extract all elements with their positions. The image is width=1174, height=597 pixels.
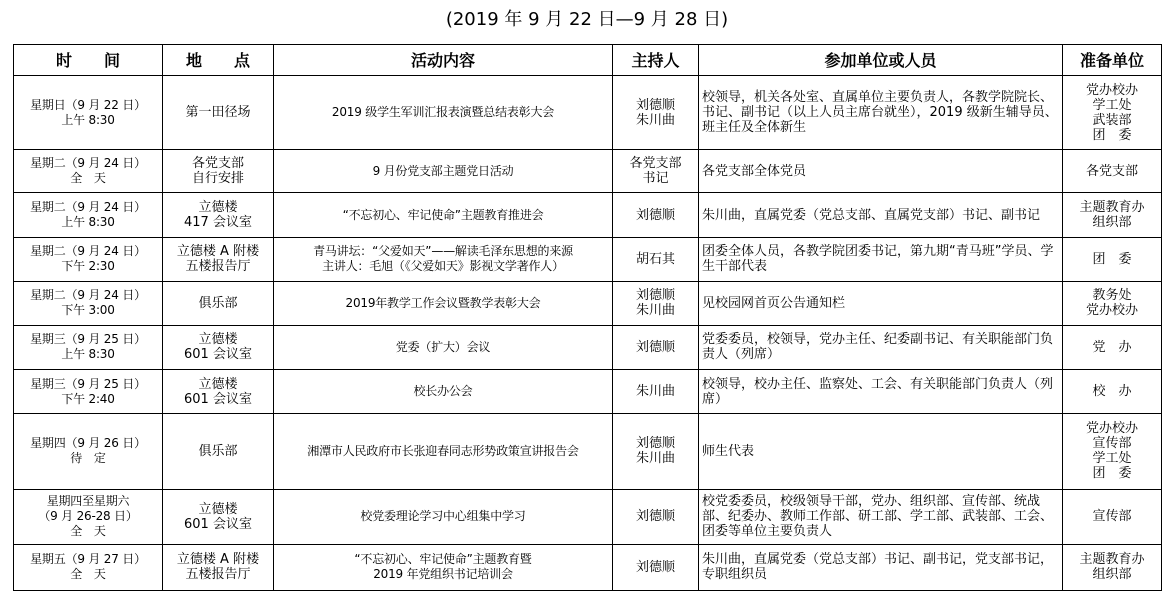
activity-cell-line: 湘潭市人民政府市长张迎春同志形势政策宣讲报告会 bbox=[307, 443, 579, 458]
place-cell bbox=[163, 281, 274, 325]
host-cell bbox=[613, 76, 699, 150]
place-cell-line: 601 会议室 bbox=[184, 391, 252, 407]
place-cell bbox=[163, 193, 274, 237]
time-cell bbox=[14, 150, 163, 193]
host-cell bbox=[613, 489, 699, 544]
table-row bbox=[14, 76, 1162, 150]
table-row bbox=[14, 370, 1162, 414]
prep-unit-cell-line: 主题教育办 bbox=[1079, 552, 1145, 568]
activity-cell bbox=[274, 281, 613, 325]
host-cell-line: 朱川曲 bbox=[635, 303, 675, 319]
activity-cell bbox=[274, 370, 613, 414]
header-place: 地 点 bbox=[163, 45, 274, 76]
prep-unit-cell-line: 党办校办 bbox=[1085, 82, 1138, 98]
place-cell-line: 俱乐部 bbox=[198, 443, 238, 459]
time-cell-line: 下午 2:40 bbox=[61, 391, 115, 406]
time-cell-line: 下午 2:30 bbox=[61, 259, 115, 274]
header-participants: 参加单位或人员 bbox=[699, 45, 1063, 76]
place-cell-line: 立德楼 A 附楼 bbox=[176, 244, 260, 260]
time-cell-line: 待 定 bbox=[70, 451, 106, 466]
host-cell-line: 朱川曲 bbox=[635, 112, 675, 128]
time-cell bbox=[14, 370, 163, 414]
activity-cell-line: 青马讲坛：“父爱如天”——解读毛泽东思想的来源 bbox=[313, 244, 573, 259]
activity-cell-line: 党委（扩大）会议 bbox=[395, 339, 491, 354]
table-row bbox=[14, 281, 1162, 325]
prep-unit-cell-line: 学工处 bbox=[1092, 97, 1132, 113]
time-cell-line: （9 月 26-28 日） bbox=[38, 509, 138, 524]
participants-cell bbox=[699, 150, 1063, 193]
host-cell bbox=[613, 370, 699, 414]
host-cell bbox=[613, 325, 699, 369]
prep-unit-cell-line: 宣传部 bbox=[1092, 509, 1132, 525]
place-cell bbox=[163, 237, 274, 281]
prep-unit-cell bbox=[1063, 370, 1162, 414]
activity-cell bbox=[274, 544, 613, 590]
activity-cell bbox=[274, 489, 613, 544]
place-cell-line: 立德楼 bbox=[198, 332, 238, 348]
table-row bbox=[14, 489, 1162, 544]
time-cell-line: 下午 3:00 bbox=[61, 303, 115, 318]
host-cell-line: 刘德顺 bbox=[635, 559, 675, 575]
participants-cell bbox=[699, 414, 1063, 489]
activity-cell bbox=[274, 414, 613, 489]
time-cell bbox=[14, 237, 163, 281]
schedule-table bbox=[13, 44, 1162, 591]
prep-unit-cell-line: 校 办 bbox=[1092, 384, 1132, 400]
place-cell-line: 五楼报告厅 bbox=[185, 259, 251, 275]
table-row bbox=[14, 237, 1162, 281]
place-cell bbox=[163, 76, 274, 150]
activity-cell-line: 2019 年党组织书记培训会 bbox=[373, 567, 513, 582]
participants-cell-line: 朱川曲，直属党委（党总支部、直属党支部）书记、副书记 bbox=[702, 207, 1041, 223]
time-cell-line: 星期日（9 月 22 日） bbox=[30, 97, 146, 112]
time-cell bbox=[14, 325, 163, 369]
time-cell bbox=[14, 76, 163, 150]
time-cell-line: 星期四（9 月 26 日） bbox=[30, 436, 146, 451]
prep-unit-cell-line: 党办校办 bbox=[1085, 421, 1138, 437]
time-cell-line: 上午 8:30 bbox=[61, 112, 115, 127]
host-cell-line: 刘德顺 bbox=[635, 288, 675, 304]
place-cell-line: 601 会议室 bbox=[184, 347, 252, 363]
time-cell-line: 星期二（9 月 24 日） bbox=[30, 288, 146, 303]
place-cell-line: 立德楼 bbox=[198, 200, 238, 216]
participants-cell-line: 朱川曲，直属党委（党总支部）书记、副书记，党支部书记，专职组织员 bbox=[702, 552, 1054, 583]
participants-cell-line: 党委委员，校领导，党办主任、纪委副书记、有关职能部门负责人（列席） bbox=[702, 332, 1054, 363]
participants-cell bbox=[699, 281, 1063, 325]
host-cell-line: 朱川曲 bbox=[635, 451, 675, 467]
activity-cell bbox=[274, 150, 613, 193]
host-cell bbox=[613, 281, 699, 325]
place-cell-line: 立德楼 bbox=[198, 376, 238, 392]
place-cell-line: 立德楼 bbox=[198, 501, 238, 517]
activity-cell bbox=[274, 325, 613, 369]
host-cell-line: 刘德顺 bbox=[635, 339, 675, 355]
prep-unit-cell bbox=[1063, 489, 1162, 544]
host-cell-line: 刘德顺 bbox=[635, 509, 675, 525]
place-cell-line: 601 会议室 bbox=[184, 516, 252, 532]
participants-cell-line: 团委全体人员，各教学院团委书记，第九期“青马班”学员、学生干部代表 bbox=[702, 244, 1054, 275]
time-cell-line: 星期三（9 月 25 日） bbox=[30, 376, 146, 391]
time-cell bbox=[14, 544, 163, 590]
host-cell bbox=[613, 150, 699, 193]
participants-cell bbox=[699, 237, 1063, 281]
host-cell-line: 刘德顺 bbox=[635, 436, 675, 452]
prep-unit-cell bbox=[1063, 150, 1162, 193]
host-cell-line: 各党支部 bbox=[629, 156, 682, 172]
time-cell-line: 上午 8:30 bbox=[61, 347, 115, 362]
participants-cell bbox=[699, 76, 1063, 150]
time-cell-line: 上午 8:30 bbox=[61, 215, 115, 230]
activity-cell-line: 2019年教学工作会议暨教学表彰大会 bbox=[345, 295, 541, 310]
time-cell bbox=[14, 193, 163, 237]
place-cell bbox=[163, 489, 274, 544]
activity-cell-line: “不忘初心、牢记使命”主题教育推进会 bbox=[342, 207, 544, 222]
prep-unit-cell-line: 宣传部 bbox=[1092, 436, 1132, 452]
time-cell-line: 星期二（9 月 24 日） bbox=[30, 244, 146, 259]
place-cell-line: 俱乐部 bbox=[198, 295, 238, 311]
place-cell-line: 417 会议室 bbox=[184, 215, 252, 231]
activity-cell-line: “不忘初心、牢记使命”主题教育暨 bbox=[354, 552, 532, 567]
prep-unit-cell-line: 党办校办 bbox=[1085, 303, 1138, 319]
prep-unit-cell bbox=[1063, 76, 1162, 150]
host-cell-line: 书记 bbox=[642, 171, 669, 187]
participants-cell-line: 见校园网首页公告通知栏 bbox=[702, 295, 846, 311]
place-cell bbox=[163, 325, 274, 369]
activity-cell-line: 9 月份党支部主题党日活动 bbox=[372, 163, 514, 178]
prep-unit-cell-line: 团 委 bbox=[1092, 466, 1132, 482]
participants-cell-line: 各党支部全体党员 bbox=[702, 163, 807, 179]
time-cell bbox=[14, 489, 163, 544]
time-cell-line: 全 天 bbox=[70, 567, 106, 582]
time-cell-line: 星期五（9 月 27 日） bbox=[30, 552, 146, 567]
participants-cell bbox=[699, 489, 1063, 544]
activity-cell bbox=[274, 237, 613, 281]
host-cell bbox=[613, 414, 699, 489]
host-cell-line: 刘德顺 bbox=[635, 207, 675, 223]
host-cell bbox=[613, 237, 699, 281]
participants-cell bbox=[699, 544, 1063, 590]
prep-unit-cell-line: 党 办 bbox=[1092, 339, 1132, 355]
activity-cell-line: 主讲人：毛旭（《父爱如天》影视文学著作人） bbox=[322, 259, 564, 274]
table-row bbox=[14, 544, 1162, 590]
prep-unit-cell-line: 组织部 bbox=[1092, 215, 1132, 231]
place-cell-line: 五楼报告厅 bbox=[185, 567, 251, 583]
activity-cell-line: 2019 级学生军训汇报表演暨总结表彰大会 bbox=[331, 105, 555, 120]
time-cell-line: 星期二（9 月 24 日） bbox=[30, 200, 146, 215]
host-cell-line: 朱川曲 bbox=[635, 384, 675, 400]
host-cell-line: 刘德顺 bbox=[635, 97, 675, 113]
activity-cell bbox=[274, 193, 613, 237]
time-cell-line: 全 天 bbox=[70, 171, 106, 186]
table-row bbox=[14, 414, 1162, 489]
header-activity: 活动内容 bbox=[274, 45, 613, 76]
prep-unit-cell bbox=[1063, 544, 1162, 590]
header-prep-unit: 准备单位 bbox=[1063, 45, 1162, 76]
activity-cell-line: 校长办公会 bbox=[413, 384, 473, 399]
prep-unit-cell bbox=[1063, 414, 1162, 489]
activity-cell bbox=[274, 76, 613, 150]
page-title: (2019 年 9 月 22 日—9 月 28 日) bbox=[445, 9, 729, 30]
participants-cell-line: 师生代表 bbox=[702, 443, 755, 459]
host-cell bbox=[613, 544, 699, 590]
place-cell-line: 各党支部 bbox=[191, 156, 244, 172]
place-cell bbox=[163, 544, 274, 590]
prep-unit-cell-line: 教务处 bbox=[1092, 288, 1132, 304]
time-cell-line: 全 天 bbox=[70, 524, 106, 539]
prep-unit-cell bbox=[1063, 237, 1162, 281]
place-cell bbox=[163, 370, 274, 414]
header-time: 时 间 bbox=[14, 45, 163, 76]
activity-cell-line: 校党委理论学习中心组集中学习 bbox=[360, 509, 526, 524]
participants-cell-line: 校领导，机关各处室、直属单位主要负责人，各教学院院长、书记、副书记（以上人员主席台就坐），2019 级新生辅导员、班主任及全体新生 bbox=[702, 90, 1058, 136]
participants-cell-line: 校领导，校办主任、监察处、工会、有关职能部门负责人（列席） bbox=[702, 376, 1054, 407]
participants-cell bbox=[699, 325, 1063, 369]
place-cell bbox=[163, 150, 274, 193]
prep-unit-cell-line: 武装部 bbox=[1092, 112, 1132, 128]
place-cell-line: 第一田径场 bbox=[185, 105, 251, 121]
time-cell bbox=[14, 414, 163, 489]
participants-cell bbox=[699, 193, 1063, 237]
time-cell-line: 星期三（9 月 25 日） bbox=[30, 332, 146, 347]
table-row bbox=[14, 150, 1162, 193]
time-cell bbox=[14, 281, 163, 325]
prep-unit-cell-line: 主题教育办 bbox=[1079, 200, 1145, 216]
prep-unit-cell-line: 组织部 bbox=[1092, 567, 1132, 583]
host-cell-line: 胡石其 bbox=[635, 251, 675, 267]
place-cell bbox=[163, 414, 274, 489]
prep-unit-cell bbox=[1063, 325, 1162, 369]
prep-unit-cell-line: 学工处 bbox=[1092, 451, 1132, 467]
prep-unit-cell bbox=[1063, 281, 1162, 325]
header-row bbox=[14, 45, 1162, 76]
prep-unit-cell bbox=[1063, 193, 1162, 237]
participants-cell bbox=[699, 370, 1063, 414]
host-cell bbox=[613, 193, 699, 237]
table-row bbox=[14, 325, 1162, 369]
time-cell-line: 星期四至星期六 bbox=[46, 494, 130, 509]
participants-cell-line: 校党委委员，校级领导干部，党办、组织部、宣传部、统战部、纪委办、教师工作部、研工部、学工部、武装部、工会、团委等单位主要负责人 bbox=[702, 494, 1054, 540]
prep-unit-cell-line: 各党支部 bbox=[1085, 163, 1138, 179]
time-cell-line: 星期二（9 月 24 日） bbox=[30, 156, 146, 171]
place-cell-line: 立德楼 A 附楼 bbox=[176, 552, 260, 568]
prep-unit-cell-line: 团 委 bbox=[1092, 251, 1132, 267]
place-cell-line: 自行安排 bbox=[191, 171, 244, 187]
header-host: 主持人 bbox=[613, 45, 699, 76]
prep-unit-cell-line: 团 委 bbox=[1092, 127, 1132, 143]
table-row bbox=[14, 193, 1162, 237]
